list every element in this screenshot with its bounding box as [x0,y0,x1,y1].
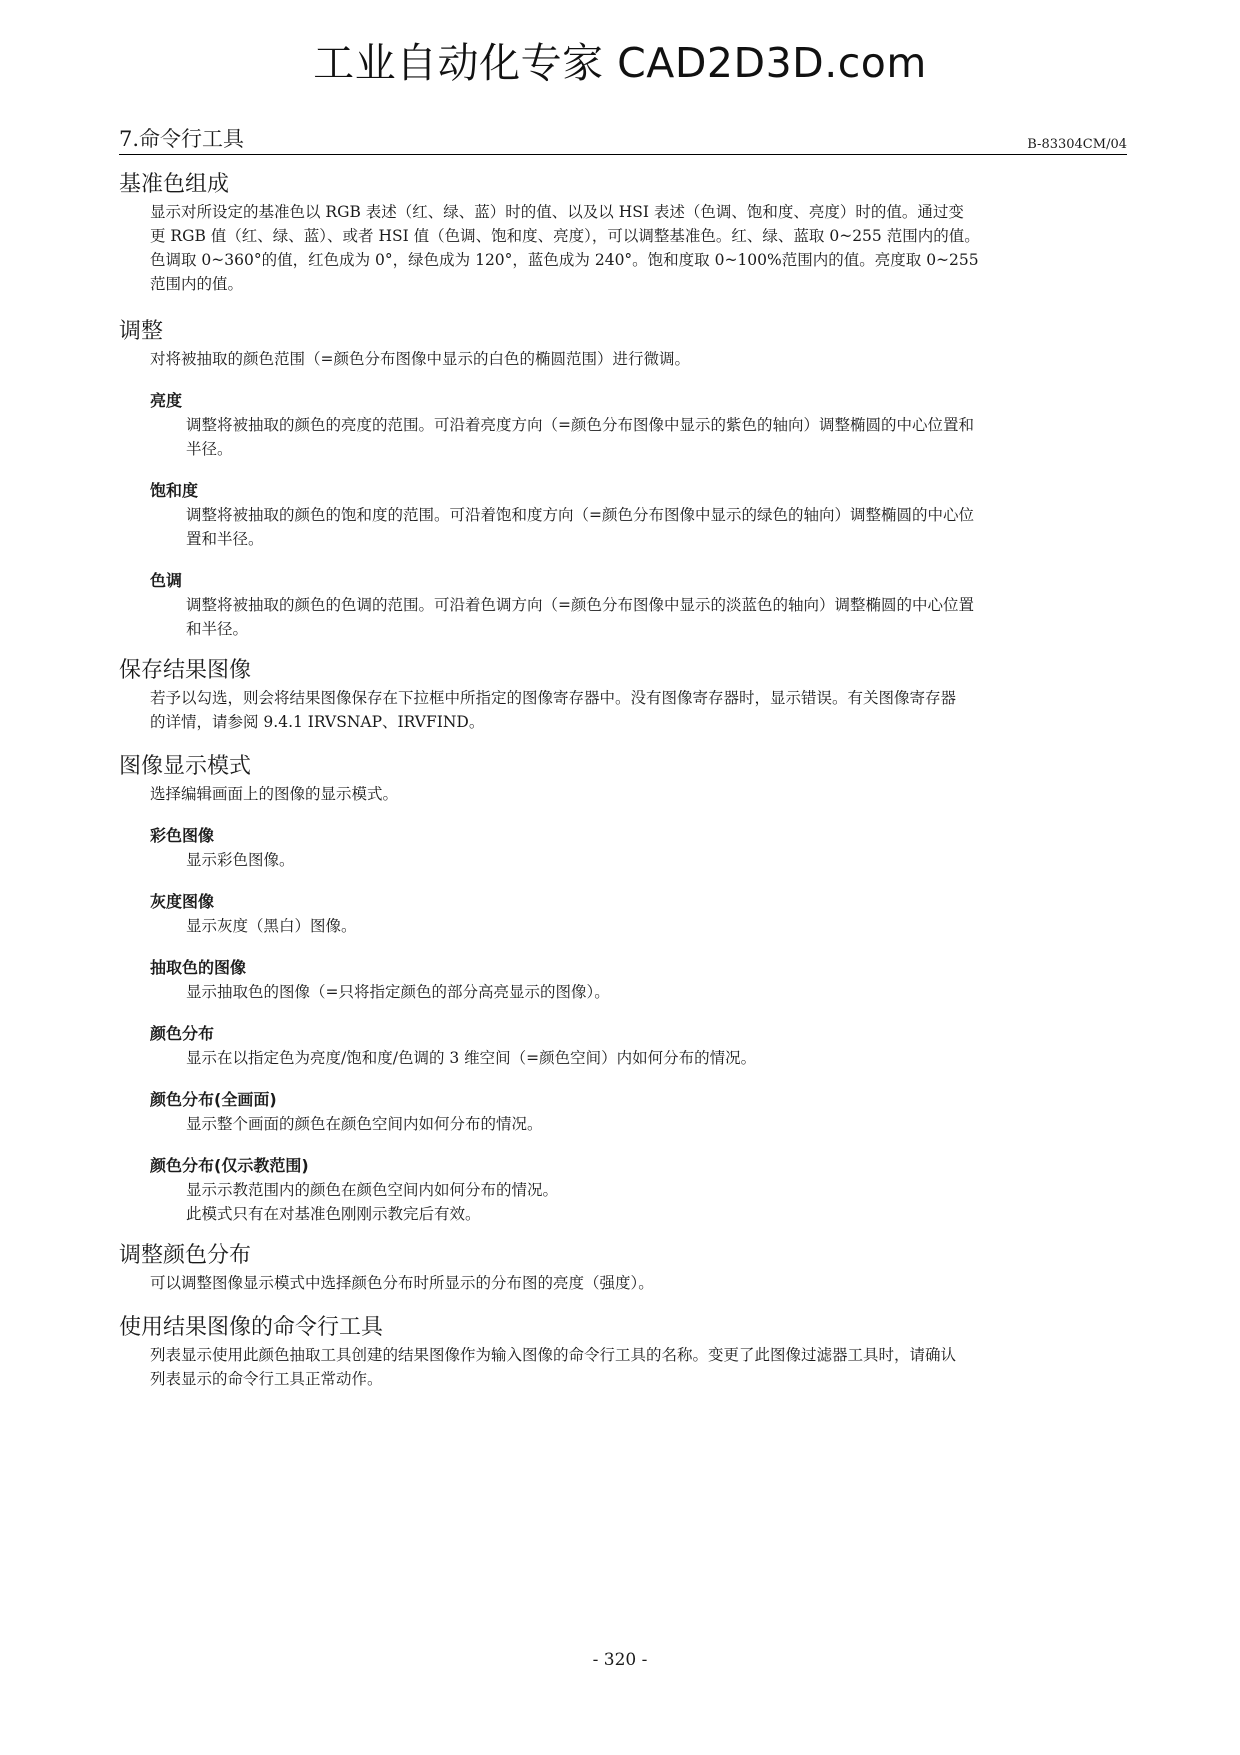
subsection-color-dist-taught [119,1154,1127,1226]
section-title: 基准色组成 [119,172,230,197]
text-line: 调整将被抽取的颜色的亮度的范围。可沿着亮度方向（=颜色分布图像中显示的紫色的轴向）调整椭圆的中心位置和 [186,416,974,434]
text-line: 显示示教范围内的颜色在颜色空间内如何分布的情况。 [186,1181,559,1199]
paragraph [186,1178,1127,1226]
text-line: 调整将被抽取的颜色的色调的范围。可沿着色调方向（=颜色分布图像中显示的淡蓝色的轴向）调整椭圆的中心位置 [186,596,974,614]
section-display-mode [119,752,1127,1226]
paragraph [150,1343,1127,1391]
section-title: 调整 [119,319,164,344]
paragraph [186,413,1127,461]
text-line: 置和半径。 [186,530,264,548]
text-line: 范围内的值。 [150,275,244,293]
subsection-brightness [119,389,1127,461]
section-adjust-dist [119,1241,1127,1295]
subsection-color-image [119,824,1127,872]
paragraph: 可以调整图像显示模式中选择颜色分布时所显示的分布图的亮度（强度）。 [150,1274,654,1292]
text-line: 若予以勾选，则会将结果图像保存在下拉框中所指定的图像寄存器中。没有图像寄存器时，显示错误。有关图像寄存器 [150,689,957,707]
watermark-title: 工业自动化专家 CAD2D3D.com [313,39,927,87]
paragraph: 选择编辑画面上的图像的显示模式。 [150,785,399,803]
text-line: 的详情，请参阅 9.4.1 IRVSNAP、IRVFIND。 [150,713,485,731]
subsection-title: 颜色分布(全画面) [150,1090,277,1109]
paragraph [186,593,1127,641]
subsection-title: 颜色分布 [150,1024,215,1043]
document-number: B-83304CM/04 [1027,137,1127,152]
subsection-title: 抽取色的图像 [150,958,247,977]
text-line: 列表显示使用此颜色抽取工具创建的结果图像作为输入图像的命令行工具的名称。变更了此图像过滤器工具时，请确认 [150,1346,957,1364]
subsection-title: 彩色图像 [150,826,215,845]
subsection-title: 饱和度 [150,481,199,500]
paragraph [150,200,1127,296]
page-content [119,170,1127,1391]
text-line: 半径。 [186,440,233,458]
subsection-hue [119,569,1127,641]
text-line: 列表显示的命令行工具正常动作。 [150,1370,383,1388]
section-adjust [119,317,1127,641]
text-line: 调整将被抽取的颜色的饱和度的范围。可沿着饱和度方向（=颜色分布图像中显示的绿色的轴向）调整椭圆的中心位 [186,506,974,524]
page-header [119,126,1127,155]
paragraph: 显示在以指定色为亮度/饱和度/色调的 3 维空间（=颜色空间）内如何分布的情况。 [186,1049,757,1067]
section-title: 图像显示模式 [119,754,252,779]
section-base-color [119,170,1127,296]
chapter-title: 7.命令行工具 [119,127,245,151]
section-title: 调整颜色分布 [119,1243,252,1268]
subsection-extracted-image [119,956,1127,1004]
section-title: 保存结果图像 [119,658,252,683]
subsection-title: 色调 [150,571,183,590]
subsection-color-dist-full [119,1088,1127,1136]
paragraph: 显示灰度（黑白）图像。 [186,917,357,935]
subsection-title: 亮度 [150,391,183,410]
paragraph [150,686,1127,734]
subsection-color-dist [119,1022,1127,1070]
text-line: 和半径。 [186,620,249,638]
text-line: 此模式只有在对基准色刚刚示教完后有效。 [186,1205,481,1223]
paragraph: 显示彩色图像。 [186,851,295,869]
subsection-saturation [119,479,1127,551]
paragraph: 对将被抽取的颜色范围（=颜色分布图像中显示的白色的椭圆范围）进行微调。 [150,350,690,368]
paragraph [186,503,1127,551]
text-line: 显示对所设定的基准色以 RGB 表述（红、绿、蓝）时的值、以及以 HSI 表述（色调、饱和度、亮度）时的值。通过变 [150,203,964,221]
paragraph: 显示整个画面的颜色在颜色空间内如何分布的情况。 [186,1115,543,1133]
subsection-title: 灰度图像 [150,892,215,911]
text-line: 更 RGB 值（红、绿、蓝）、或者 HSI 值（色调、饱和度、亮度），可以调整基准色。红、绿、蓝取 0~255 范围内的值。 [150,227,980,245]
section-tools-using [119,1313,1127,1391]
page-number: - 320 - [592,1650,648,1670]
section-title: 使用结果图像的命令行工具 [119,1315,384,1340]
paragraph: 显示抽取色的图像（=只将指定颜色的部分高亮显示的图像）。 [186,983,610,1001]
section-save-result [119,656,1127,734]
text-line: 色调取 0~360°的值，红色成为 0°，绿色成为 120°，蓝色成为 240°。饱和度取 0~100%范围内的值。亮度取 0~255 [150,251,979,269]
subsection-title: 颜色分布(仅示教范围) [150,1156,309,1175]
subsection-gray-image [119,890,1127,938]
